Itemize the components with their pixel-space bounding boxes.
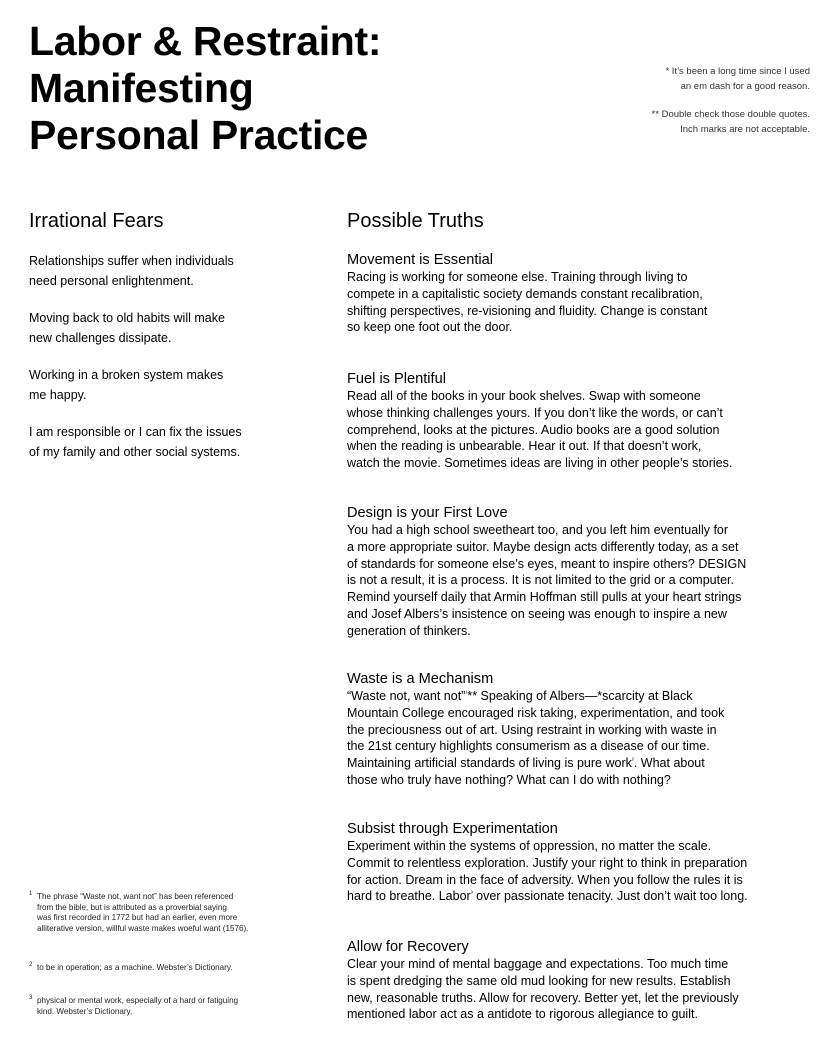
fears-list [29, 251, 279, 479]
page-title [29, 18, 381, 159]
truth-line: Experiment within the systems of oppression, no matter the scale. [347, 839, 712, 853]
footnote [29, 892, 299, 935]
title-line: Personal Practice [29, 112, 369, 158]
truth-body [347, 688, 817, 789]
truth-line: of standards for someone else’s eyes, meant to inspire others? DESIGN [347, 556, 747, 571]
side-note [570, 107, 810, 137]
truth-section-design [347, 505, 817, 640]
truth-line: “Waste not, want not”$^{^1}$** Speaking of Albers—*scarcity at Black [347, 689, 693, 703]
truth-line: shifting perspectives, re-visioning and fluidity. Change is constant [347, 303, 708, 318]
fear-line: Relationships suffer when individuals [29, 254, 234, 268]
truth-line: is not a result, it is a process. It is not limited to the grid or a computer. [347, 573, 734, 588]
footnote-line: kind. Webster’s Dictionary. [37, 1006, 133, 1016]
truth-line: the preciousness out of art. Using restraint in working with waste in [347, 722, 717, 737]
truth-line: whose thinking challenges yours. If you don’t like the words, or can’t [347, 405, 723, 420]
footnote-line: The phrase “Waste not, want not” has been referenced [37, 892, 234, 901]
fear-item [29, 422, 279, 462]
truths-heading: Possible Truths [347, 210, 484, 232]
truth-line: those who truly have nothing? What can I do with nothing? [347, 772, 671, 787]
fear-line: Moving back to old habits will make [29, 311, 225, 325]
truth-line: mentioned labor act as a antidote to rigorous allegiance to guilt. [347, 1007, 698, 1022]
truth-line: generation of thinkers. [347, 623, 471, 638]
footnote-line: from the bible, but is attributed as a proverbial saying [37, 902, 227, 912]
truth-section-subsist [347, 821, 817, 905]
fear-item [29, 308, 279, 348]
truth-line: when the reading is unbearable. Hear it out. If that doesn’t work, [347, 439, 702, 454]
truth-line: so keep one foot out the door. [347, 320, 513, 335]
truth-line: new, reasonable truths. Allow for recovery. Better yet, let the previously [347, 990, 739, 1005]
footnote-number: 1 [29, 891, 33, 897]
truth-heading: Movement is Essential [347, 252, 493, 268]
truth-line: for action. Dream in the face of adversity. When you follow the rules it is [347, 872, 743, 887]
side-note-line: an em dash for a good reason. [680, 81, 810, 92]
truth-section-movement [347, 252, 817, 336]
truth-line: Read all of the books in your book shelves. Swap with someone [347, 389, 701, 403]
truth-line: a more appropriate suitor. Maybe design acts differently today, as a set [347, 539, 739, 554]
truth-line: compete in a capitalistic society demands constant recalibration, [347, 286, 703, 301]
truth-line: Commit to relentless exploration. Justify your right to think in preparation [347, 855, 748, 870]
truth-section-fuel [347, 371, 817, 472]
title-line: Manifesting [29, 65, 254, 111]
side-note [570, 64, 810, 94]
truth-body [347, 269, 817, 336]
footnote [29, 996, 299, 1017]
footnote-text [37, 892, 299, 935]
truth-heading: Waste is a Mechanism [347, 671, 494, 687]
truth-section-waste [347, 671, 817, 789]
side-note-line: * It’s been a long time since I used [665, 66, 810, 77]
footnote-line: physical or mental work, especially of a hard or fatiguing [37, 996, 239, 1005]
fear-item [29, 251, 279, 291]
fear-item [29, 365, 279, 405]
truth-line: Clear your mind of mental baggage and expectations. Too much time [347, 957, 729, 971]
truth-heading: Design is your First Love [347, 505, 508, 521]
fear-line: I am responsible or I can fix the issues [29, 425, 242, 439]
footnote-text [37, 996, 299, 1017]
truth-line: the 21st century highlights consumerism as a disease of our time. [347, 739, 710, 754]
footnote-text [37, 963, 299, 974]
truth-line: is spent dredging the same old mud looking for new results. Establish [347, 973, 731, 988]
footnote-line: alliterative version, willful waste makes woeful want (1576). [37, 924, 249, 934]
side-note-line: Inch marks are not acceptable. [680, 124, 810, 135]
truth-body [347, 522, 817, 640]
side-notes [570, 64, 810, 150]
truth-line: Maintaining artificial standards of living is pure work$^{^2}$. What about [347, 756, 705, 771]
truth-body [347, 838, 817, 905]
truth-line: Racing is working for someone else. Training through living to [347, 270, 688, 284]
truth-line: comprehend, looks at the pictures. Audio books are a good solution [347, 422, 720, 437]
fear-line: new challenges dissipate. [29, 331, 172, 345]
fears-heading: Irrational Fears [29, 210, 164, 232]
truth-section-recovery [347, 939, 817, 1023]
truth-line: You had a high school sweetheart too, and you left him eventually for [347, 523, 729, 537]
title-line: Labor & Restraint: [29, 18, 382, 64]
truth-line: watch the movie. Sometimes ideas are living in other people’s stories. [347, 456, 733, 471]
fear-line: Working in a broken system makes [29, 368, 224, 382]
footnote [29, 963, 299, 974]
side-note-line: ** Double check those double quotes. [651, 109, 810, 120]
truth-line: Remind yourself daily that Armin Hoffman still pulls at your heart strings [347, 590, 742, 605]
truth-line: and Josef Albers’s insistence on seeing was enough to inspire a new [347, 606, 727, 621]
truth-body [347, 956, 817, 1023]
footnote-line: to be in operation; as a machine. Webster’s Dictionary. [37, 963, 233, 972]
truth-heading: Subsist through Experimentation [347, 821, 558, 837]
truth-heading: Fuel is Plentiful [347, 371, 446, 387]
truth-heading: Allow for Recovery [347, 939, 469, 955]
fear-line: of my family and other social systems. [29, 445, 241, 459]
truth-line: hard to breathe. Labor$^{^3}$ over passionate tenacity. Just don’t wait too long. [347, 889, 748, 904]
footnote-number: 2 [29, 962, 33, 968]
footnote-number: 3 [29, 995, 33, 1001]
fear-line: me happy. [29, 388, 87, 402]
fear-line: need personal enlightenment. [29, 274, 194, 288]
footnote-line: was first recorded in 1772 but had an earlier, even more [37, 913, 238, 923]
truth-body [347, 388, 817, 472]
truth-line: Mountain College encouraged risk taking, experimentation, and took [347, 705, 725, 720]
